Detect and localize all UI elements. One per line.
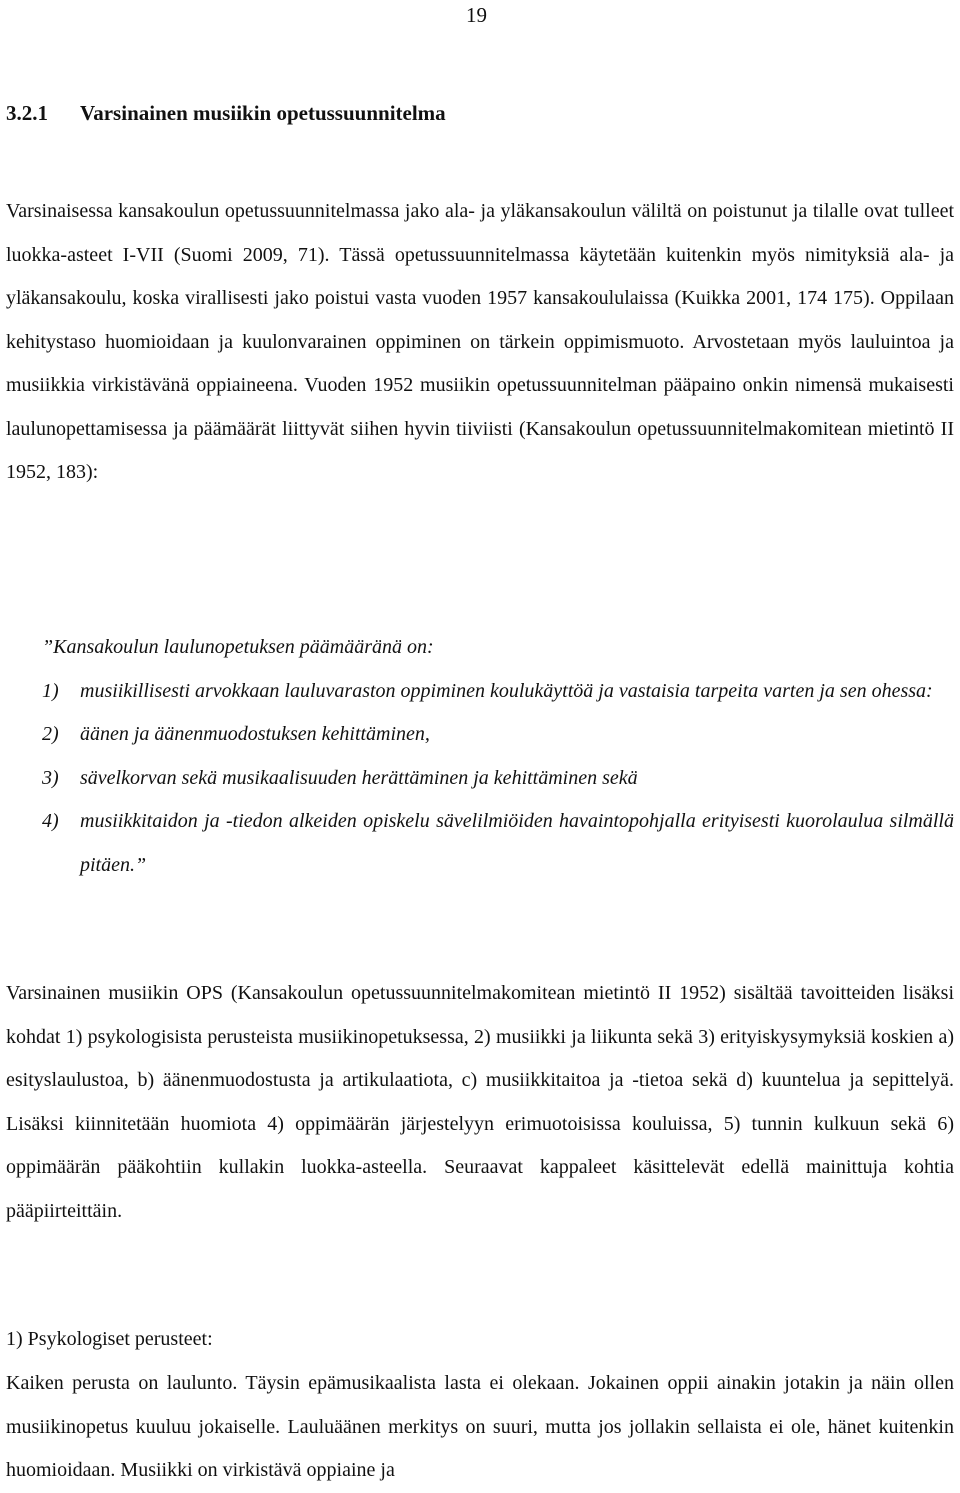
quote-list-item bbox=[6, 757, 954, 801]
page-number: 19 bbox=[466, 3, 487, 27]
list-item-text: musiikillisesti arvokkaan lauluvaraston oppiminen koulukäyttöä ja vastaisia tarpeita varten ja sen ohessa: bbox=[80, 679, 933, 702]
list-item-text: musiikkitaidon ja -tiedon alkeiden opiskelu sävelilmiöiden havaintopohjalla erityisesti kuorolaulua silmällä pitäen.” bbox=[80, 810, 954, 876]
quote-list-item bbox=[6, 713, 954, 757]
quote-intro: ”Kansakoulun laulunopetuksen päämääränä on: bbox=[42, 636, 434, 658]
list-item-text: sävelkorvan sekä musikaalisuuden herättäminen ja kehittäminen sekä bbox=[80, 766, 638, 789]
list-marker: 4) bbox=[42, 810, 59, 832]
list-marker: 1) bbox=[42, 679, 59, 702]
paragraph-psychological: Kaiken perusta on laulunto. Täysin epämusikaalista lasta ei olekaan. Jokainen oppii ainakin jotakin ja näin ollen musiikinopetus kuuluu jokaiselle. Lauluäänen merkitys on suuri, mutta jos jollakin sellaista ei ole, hänet kuitenkin huomioidaan. Musiikki on virkistävä oppiaine ja bbox=[6, 1372, 954, 1481]
list-item-text: äänen ja äänenmuodostuksen kehittäminen, bbox=[80, 723, 430, 745]
paragraph-ops-summary: Varsinainen musiikin OPS (Kansakoulun opetussuunnitelmakomitean mietintö II 1952) sisältää tavoitteiden lisäksi kohdat 1) psykologisista perusteista musiikinopetuksessa, 2) musiikki ja liikunta sekä 3) erityiskysymyksiä koskien a) esityslaulustoa, b) äänenmuodostusta ja artikulaatiota, c) musiikkitaitoa ja -tietoa sekä d) kuuntelua ja sepittelyä. Lisäksi kiinnitetään huomiota 4) oppimäärän järjestelyyn erimuotoisissa kouluissa, 5) tunnin kulkuun sekä 6) oppimäärän pääkohtiin kullakin luokka-asteella. Seuraavat kappaleet käsittelevät edellä mainittuja kohtia pääpiirteittäin. bbox=[6, 982, 954, 1222]
list-marker: 3) bbox=[42, 766, 59, 789]
section-heading bbox=[6, 99, 446, 127]
quote-list-item bbox=[6, 800, 954, 887]
section-number: 3.2.1 bbox=[6, 101, 48, 125]
list-marker: 2) bbox=[42, 723, 59, 745]
subheading-psychological: 1) Psykologiset perusteet: bbox=[6, 1328, 213, 1350]
section-title: Varsinainen musiikin opetussuunnitelma bbox=[80, 101, 446, 125]
block-quote bbox=[6, 626, 954, 887]
quote-list-item bbox=[6, 670, 954, 714]
paragraph-intro: Varsinaisessa kansakoulun opetussuunnitelmassa jako ala- ja yläkansakoulun väliltä on poistunut ja tilalle ovat tulleet luokka-asteet I-VII (Suomi 2009, 71). Tässä opetussuunnitelmassa käytetään kuitenkin myös nimityksiä ala- ja yläkansakoulu, koska virallisesti jako poistui vasta vuoden 1957 kansakoululaissa (Kuikka 2001, 174 175). Oppilaan kehitystaso huomioidaan ja kuulonvarainen oppiminen on tärkein oppimismuoto. Arvostetaan myös lauluintoa ja musiikkia virkistävänä oppiaineena. Vuoden 1952 musiikin opetussuunnitelman pääpaino onkin nimensä mukaisesti laulunopettamisessa ja päämäärät liittyvät siihen hyvin tiiviisti (Kansakoulun opetussuunnitelmakomitean mietintö II 1952, 183): bbox=[6, 200, 954, 483]
quote-list bbox=[6, 670, 954, 888]
